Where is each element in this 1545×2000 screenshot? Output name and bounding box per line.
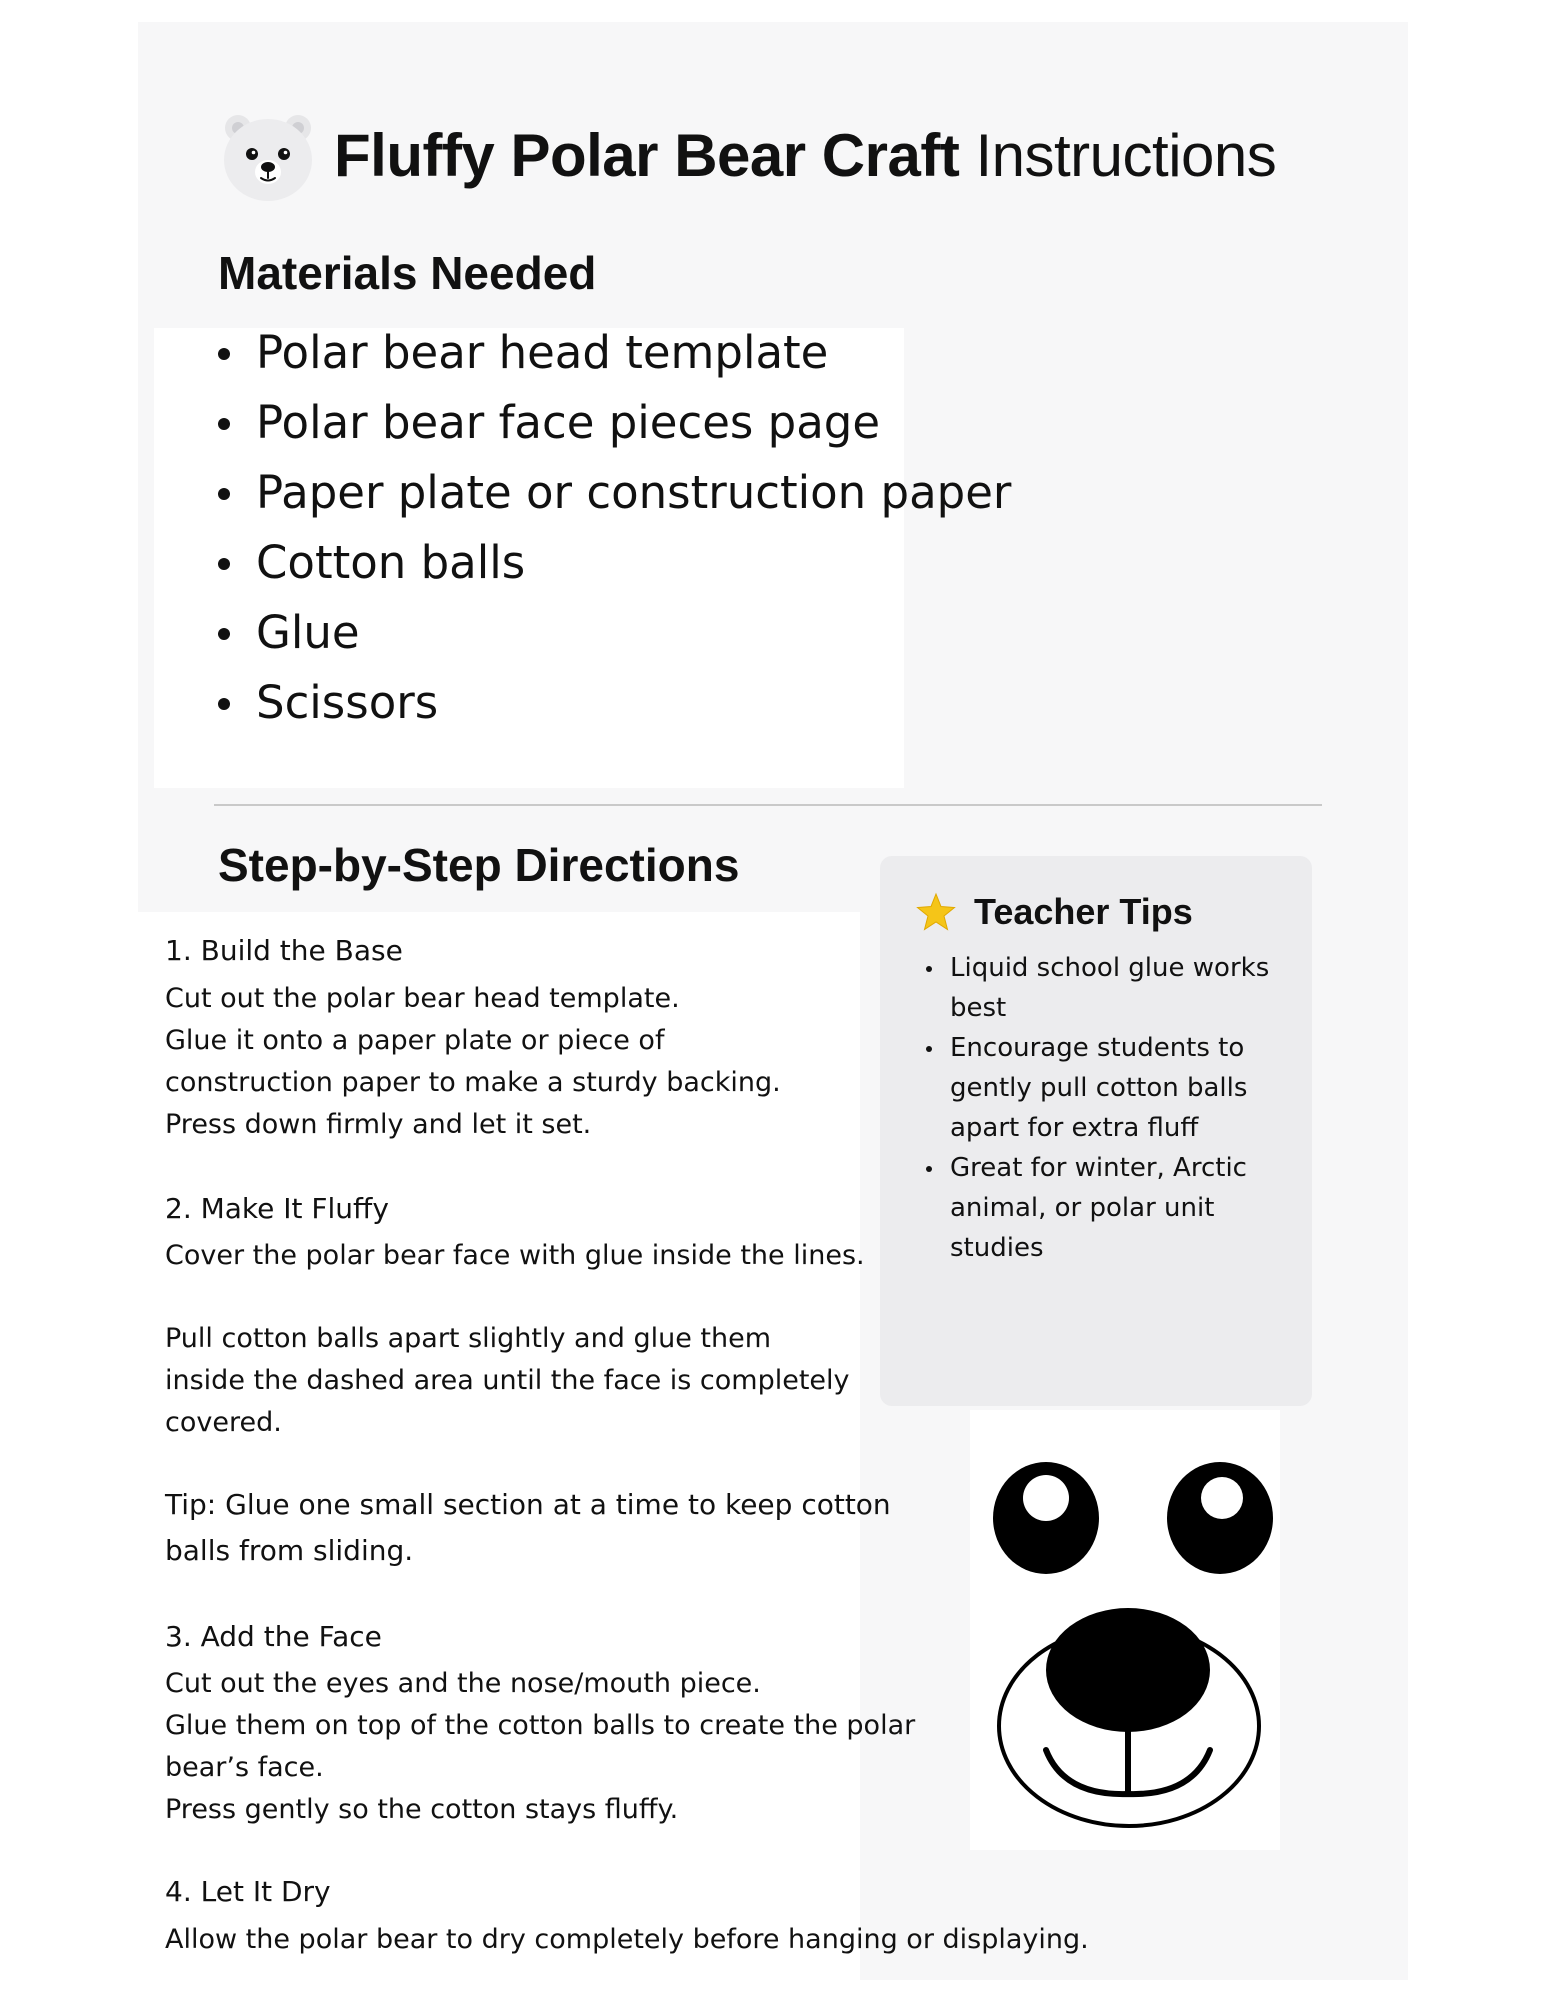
bullet (926, 1166, 932, 1172)
teacher-tips-list (926, 948, 1296, 1268)
section-divider (214, 804, 1322, 806)
teacher-tips-title: Teacher Tips (974, 891, 1193, 932)
teacher-tips-card (880, 856, 1312, 1406)
bullet (926, 1046, 932, 1052)
step-1-line: Glue it onto a paper plate or piece of (165, 1025, 665, 1056)
step-3-line: Glue them on top of the cotton balls to create the polar (165, 1710, 916, 1741)
step-2-title: 2. Make It Fluffy (165, 1192, 389, 1225)
title-bold: Fluffy Polar Bear Craft (334, 122, 960, 189)
nose-mouth-icon (999, 1608, 1259, 1826)
step-2-line: Pull cotton balls apart slightly and glue them (165, 1323, 771, 1354)
teacher-tips-header (916, 892, 1193, 932)
list-item (218, 668, 1011, 738)
step-3-title: 3. Add the Face (165, 1620, 382, 1653)
tip-line: animal, or polar unit (950, 1193, 1215, 1223)
bullet (218, 488, 230, 500)
list-item (926, 1148, 1296, 1268)
step-2-line: Cover the polar bear face with glue inside the lines. (165, 1240, 865, 1271)
material-label: Paper plate or construction paper (256, 466, 1012, 519)
list-item (218, 528, 1011, 598)
bullet (926, 966, 932, 972)
tip-line: Liquid school glue works (950, 953, 1270, 983)
step-1-line: Press down firmly and let it set. (165, 1109, 592, 1140)
bullet (218, 348, 230, 360)
list-item (218, 318, 1011, 388)
list-item (926, 1028, 1296, 1148)
material-label: Scissors (256, 676, 439, 729)
material-label: Polar bear face pieces page (256, 396, 881, 449)
step-4-title: 4. Let It Dry (165, 1875, 331, 1908)
polar-bear-face-icon (218, 108, 318, 204)
tip-line: studies (950, 1233, 1044, 1263)
step-3-line: Press gently so the cotton stays fluffy. (165, 1794, 679, 1825)
page-title (218, 108, 1276, 204)
title-text (334, 122, 1277, 189)
step-2-line: inside the dashed area until the face is completely (165, 1365, 850, 1396)
bear-face-template (990, 1448, 1280, 1828)
tip-line: Great for winter, Arctic (950, 1153, 1247, 1183)
list-item (218, 458, 1011, 528)
material-label: Polar bear head template (256, 326, 829, 379)
bullet (218, 418, 230, 430)
list-item (218, 598, 1011, 668)
star-icon (916, 892, 956, 932)
material-label: Cotton balls (256, 536, 526, 589)
tip-line: gently pull cotton balls (950, 1073, 1248, 1103)
step-2-tip: balls from sliding. (165, 1534, 414, 1567)
step-3-line: Cut out the eyes and the nose/mouth piece. (165, 1668, 761, 1699)
tip-line: Encourage students to (950, 1033, 1245, 1063)
step-1-title: 1. Build the Base (165, 934, 403, 967)
tip-line: apart for extra fluff (950, 1113, 1199, 1143)
step-4-line: Allow the polar bear to dry completely before hanging or displaying. (165, 1924, 1089, 1955)
bullet (218, 558, 230, 570)
bullet (218, 698, 230, 710)
title-light: Instructions (975, 122, 1277, 189)
steps-heading: Step-by-Step Directions (218, 839, 740, 891)
material-label: Glue (256, 606, 360, 659)
step-1-line: construction paper to make a sturdy backing. (165, 1067, 781, 1098)
bullet (218, 628, 230, 640)
tip-line: best (950, 993, 1007, 1023)
left-eye-icon (993, 1462, 1099, 1574)
materials-list (218, 318, 1011, 738)
step-1-line: Cut out the polar bear head template. (165, 983, 680, 1014)
step-2-tip: Tip: Glue one small section at a time to keep cotton (165, 1488, 891, 1521)
right-eye-icon (1167, 1462, 1273, 1574)
list-item (926, 948, 1296, 1028)
step-3-line: bear’s face. (165, 1752, 324, 1783)
list-item (218, 388, 1011, 458)
materials-heading: Materials Needed (218, 247, 597, 299)
step-2-line: covered. (165, 1407, 282, 1438)
